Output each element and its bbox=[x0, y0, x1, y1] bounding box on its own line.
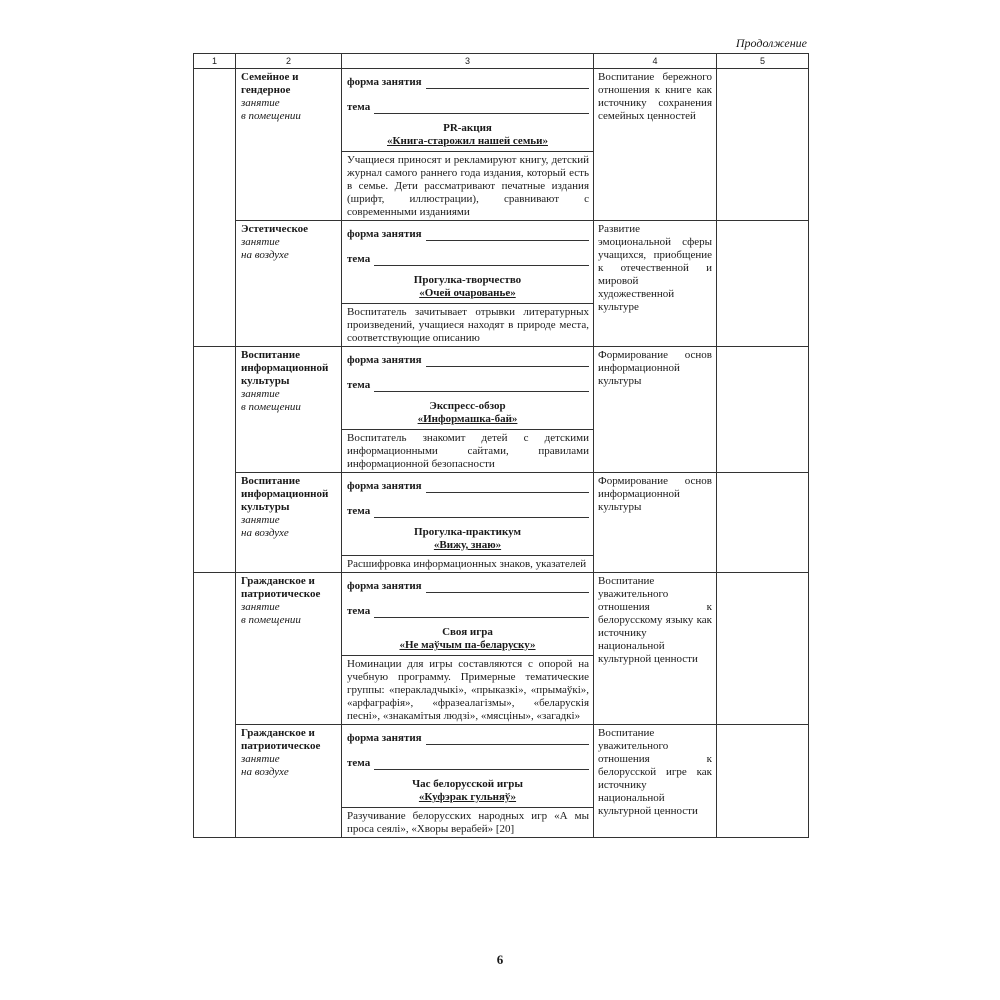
form-row bbox=[342, 732, 593, 745]
topic-row bbox=[342, 757, 593, 770]
activity-cell bbox=[342, 69, 594, 221]
form-fill-line[interactable] bbox=[426, 356, 589, 367]
lesson-place: в помещении bbox=[241, 110, 301, 122]
column-header: 3 bbox=[342, 54, 594, 69]
column-header: 1 bbox=[194, 54, 236, 69]
lesson-kind: занятие bbox=[241, 601, 280, 613]
lesson-place: на воздухе bbox=[241, 527, 289, 539]
topic-fill-line[interactable] bbox=[374, 381, 589, 392]
activity-type: Прогулка-творчество bbox=[413, 274, 522, 286]
lesson-kind: занятие bbox=[241, 97, 280, 109]
form-row bbox=[342, 76, 593, 89]
activity-description: Воспитатель зачитывает отрывки литературных произведений, учащиеся находят в природе места, соответствующие описанию bbox=[342, 303, 593, 346]
activity-title: «Вижу, знаю» bbox=[433, 539, 502, 551]
lesson-kind: занятие bbox=[241, 753, 280, 765]
goal-cell: Формирование основ информационной культуры bbox=[594, 347, 717, 473]
lesson-place: на воздухе bbox=[241, 249, 289, 261]
lesson-place: в помещении bbox=[241, 614, 301, 626]
column-header: 2 bbox=[236, 54, 342, 69]
column-1-cell bbox=[194, 69, 236, 347]
direction-cell bbox=[236, 221, 342, 347]
column-1-cell bbox=[194, 573, 236, 838]
activity-heading bbox=[342, 400, 593, 426]
activity-heading bbox=[342, 626, 593, 652]
topic-fill-line[interactable] bbox=[374, 759, 589, 770]
activity-description: Воспитатель знакомит детей с детскими информационными сайтами, правилами информационной безопасности bbox=[342, 429, 593, 472]
plan-table bbox=[193, 53, 809, 838]
form-label: форма занятия bbox=[347, 76, 422, 88]
lesson-place: на воздухе bbox=[241, 766, 289, 778]
goal-cell: Развитие эмоциональной сферы учащихся, приобщение к отечественной и мировой художественной культуре bbox=[594, 221, 717, 347]
topic-row bbox=[342, 605, 593, 618]
direction-name: Воспитание информационной культуры bbox=[241, 475, 329, 513]
activity-cell bbox=[342, 725, 594, 838]
table-row bbox=[194, 573, 809, 725]
form-label: форма занятия bbox=[347, 228, 422, 240]
topic-fill-line[interactable] bbox=[374, 607, 589, 618]
lesson-place: в помещении bbox=[241, 401, 301, 413]
form-fill-line[interactable] bbox=[426, 582, 589, 593]
activity-type: Своя игра bbox=[442, 626, 493, 638]
direction-cell bbox=[236, 573, 342, 725]
direction-name: Семейное и гендерное bbox=[241, 71, 299, 96]
topic-row bbox=[342, 101, 593, 114]
form-fill-line[interactable] bbox=[426, 482, 589, 493]
direction-name: Воспитание информационной культуры bbox=[241, 349, 329, 387]
activity-heading bbox=[342, 526, 593, 552]
form-row bbox=[342, 480, 593, 493]
topic-row bbox=[342, 505, 593, 518]
activity-description: Разучивание белорусских народных игр «А мы проса сеялі», «Хворы верабей» [20] bbox=[342, 807, 593, 837]
activity-cell bbox=[342, 573, 594, 725]
table-row bbox=[194, 473, 809, 573]
direction-cell bbox=[236, 725, 342, 838]
column-header: 4 bbox=[594, 54, 717, 69]
form-row bbox=[342, 228, 593, 241]
form-row bbox=[342, 354, 593, 367]
table-row bbox=[194, 725, 809, 838]
form-label: форма занятия bbox=[347, 480, 422, 492]
column-5-cell bbox=[717, 221, 809, 347]
table-row bbox=[194, 221, 809, 347]
topic-fill-line[interactable] bbox=[374, 507, 589, 518]
column-5-cell bbox=[717, 347, 809, 473]
continuation-label: Продолжение bbox=[735, 36, 807, 50]
column-1-cell bbox=[194, 347, 236, 573]
topic-label: тема bbox=[347, 605, 371, 617]
direction-name: Эстетическое bbox=[241, 223, 309, 235]
activity-heading bbox=[342, 778, 593, 804]
direction-cell bbox=[236, 69, 342, 221]
activity-description: Учащиеся приносят и рекламируют книгу, детский журнал самого раннего года издания, который есть в семье. Дети рассматривают печатные издания (шрифт, иллюстрации), сравнивают с современными изданиями bbox=[342, 151, 593, 220]
column-5-cell bbox=[717, 473, 809, 573]
topic-row bbox=[342, 253, 593, 266]
activity-description: Номинации для игры составляются с опорой на учебную программу. Примерные тематические группы: «перакладчыкі», «прыказкі», «прымаўкі», «арфаграфія», «фразеалагізмы», «беларускія песні», «знакамітыя людзі», «мясціны», «загадкі» bbox=[342, 655, 593, 724]
column-5-cell bbox=[717, 69, 809, 221]
activity-title: «Не маўчым па-беларуску» bbox=[399, 639, 536, 651]
activity-heading bbox=[342, 122, 593, 148]
form-label: форма занятия bbox=[347, 354, 422, 366]
goal-cell: Формирование основ информационной культуры bbox=[594, 473, 717, 573]
direction-name: Гражданское и патриотическое bbox=[241, 575, 321, 600]
direction-name: Гражданское и патриотическое bbox=[241, 727, 321, 752]
topic-label: тема bbox=[347, 253, 371, 265]
goal-cell: Воспитание уважительного отношения к белорусской игре как источнику национальной культурной ценности bbox=[594, 725, 717, 838]
column-5-cell bbox=[717, 573, 809, 725]
activity-title: «Книга-старожил нашей семьи» bbox=[387, 135, 548, 147]
activity-cell bbox=[342, 221, 594, 347]
activity-type: Час белорусской игры bbox=[412, 778, 523, 790]
form-fill-line[interactable] bbox=[426, 230, 589, 241]
form-fill-line[interactable] bbox=[426, 734, 589, 745]
form-row bbox=[342, 580, 593, 593]
topic-label: тема bbox=[347, 379, 371, 391]
direction-cell bbox=[236, 473, 342, 573]
lesson-kind: занятие bbox=[241, 388, 280, 400]
activity-title: «Информашка-бай» bbox=[417, 413, 518, 425]
activity-title: «Очей очарованье» bbox=[419, 287, 516, 299]
activity-cell bbox=[342, 473, 594, 573]
topic-fill-line[interactable] bbox=[374, 255, 589, 266]
activity-title: «Куфэрак гульняў» bbox=[418, 791, 517, 803]
activity-description: Расшифровка информационных знаков, указателей bbox=[342, 555, 593, 572]
table-header-row bbox=[194, 54, 809, 69]
lesson-kind: занятие bbox=[241, 236, 280, 248]
table-row bbox=[194, 347, 809, 473]
column-5-cell bbox=[717, 725, 809, 838]
topic-label: тема bbox=[347, 101, 371, 113]
goal-cell: Воспитание уважительного отношения к белорусскому языку как источнику национальной культурной ценности bbox=[594, 573, 717, 725]
lesson-kind: занятие bbox=[241, 514, 280, 526]
activity-type: PR-акция bbox=[443, 122, 492, 134]
goal-cell: Воспитание бережного отношения к книге как источнику сохранения семейных ценностей bbox=[594, 69, 717, 221]
form-label: форма занятия bbox=[347, 732, 422, 744]
topic-label: тема bbox=[347, 505, 371, 517]
page-number: 6 bbox=[496, 952, 504, 967]
table-row bbox=[194, 69, 809, 221]
form-label: форма занятия bbox=[347, 580, 422, 592]
activity-heading bbox=[342, 274, 593, 300]
column-header: 5 bbox=[717, 54, 809, 69]
activity-cell bbox=[342, 347, 594, 473]
topic-fill-line[interactable] bbox=[374, 103, 589, 114]
topic-row bbox=[342, 379, 593, 392]
topic-label: тема bbox=[347, 757, 371, 769]
direction-cell bbox=[236, 347, 342, 473]
form-fill-line[interactable] bbox=[426, 78, 589, 89]
activity-type: Экспресс-обзор bbox=[429, 400, 506, 412]
activity-type: Прогулка-практикум bbox=[414, 526, 521, 538]
